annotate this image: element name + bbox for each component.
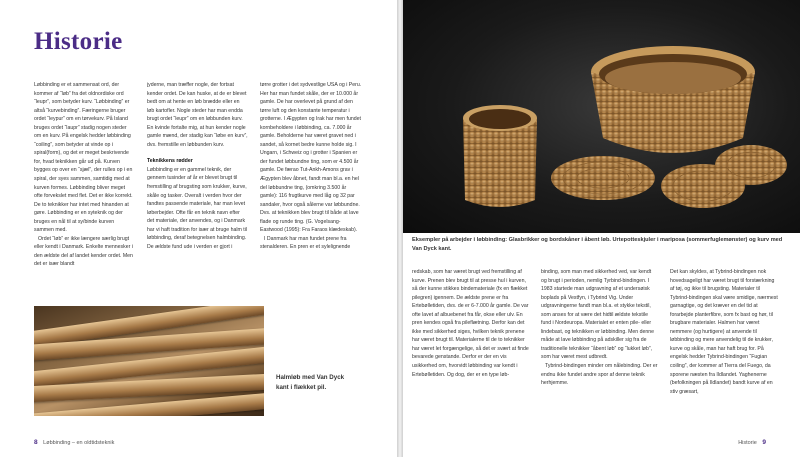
- coaster-2: [715, 145, 787, 185]
- photo-caption: Halmløb med Van Dyck kant i flækket pil.: [276, 374, 345, 391]
- photo-caption: Eksempler på arbejder i løbbinding: Glasbrikker og bordskåner i åbent løb. Urtepotteskjuler i mariposa (sommerfuglemønster) og kurv med Van Dyck kant.: [412, 237, 783, 252]
- paragraph: Løbbinding er et sammensat ord, der kommer af “løb” fra det oldnordiske ord “leupr”, som betyder kurv. “Løbbinding” er altså “kurvebinding”. Færingerne bruger ordet “leypur” om en tørvekurv. På Island bruges ordet “laupr” stadig nogen steder om en kurv. På engelsk hedder løbbinding “coiling”, som betyder at vinde op i spiral(form), og det er meget beskrivende for, hvad teknikken går ud på. Kurven bygges op over en “sjæl”, der rulles op i en spiral, der syes sammen, samtidig med at kurven formes. Løbbinding bliver meget ofte forvekslet med flet. Det er ikke korrekt. De to teknikker har intet med hinanden at gøre. Løbbinding er en syteknik og der bruges en nål til at sy/binde kurven sammen med.: [34, 82, 133, 234]
- paragraph: I Danmark har man fundet prene fra stenalderen. En pren er et sylelignende: [260, 235, 351, 251]
- table-mat-1: [551, 156, 655, 200]
- page-number: 8: [34, 439, 38, 446]
- right-page: [403, 0, 800, 457]
- paragraph: binding, som man med sikkerhed ved, var kendt og brugt i perioden, nemlig Tyrbind-bindingen. I 1983 startede man udgravning af et undersøisk boplads på Vestfyn, i Tybrind Vig. Under udgravningerne fandt man bl.a. et stykke tekstil, som anses for at være det hidtil ældste tekstile fund i Nordeuropa. Materialet er enten pile- eller lindebast, og teknikken er løbbinding. Men denne måde at lave løbbinding på adskiller sig fra de traditionelle teknikker “åbent løb” og “lukket løb”, som har været mest udbredt.: [541, 269, 655, 361]
- text-column-2: [147, 81, 248, 307]
- page-footer: [738, 439, 766, 446]
- text-column-3: [670, 268, 778, 434]
- page-footer: [34, 439, 114, 446]
- page-title: Historie: [34, 28, 123, 55]
- section-heading: Teknikkens rødder: [147, 158, 193, 165]
- baskets-photo: [403, 0, 800, 233]
- text-column-3: [260, 81, 362, 311]
- paragraph: jyderne, man træffer nogle, der fortsat kender ordet. De kan huske, at de er blevet bedt om at hente en løb brædde eller en løb kartofler. Nogle steder har man endda brugt ordet “leupr” om en løbbunden kurv. En kvinde fortalte mig, at hun kender nogle gamle mænd, der stadig kan “løbe en kurv”, dvs. fremstille en løbbunden kurv.: [147, 82, 248, 148]
- pot-holder-body: [463, 118, 537, 207]
- baskets-illustration: [403, 0, 800, 233]
- paragraph: Ordet “løb” er ikke længere særlig brugt eller kendt i Danmark. Enkelte mennesker i den ældste del af landet kender ordet. Men det er især blandt: [34, 235, 133, 268]
- running-title: Løbbinding – en oldtidsteknik: [43, 440, 115, 446]
- paragraph: Løbbinding er en gammel teknik, der gennem tusinder af år er blevet brugt til fremstilling af brugsting som krukker, kurve, skåle og tasker. Overalt i verden hvor der fandtes passende materiale, har man levet løberbejder. Ofte får en teknik navn efter det materiale, der anvendes, og i Danmark har vi haft tradition for især at bruge halm til løbbinding, deraf betegnelsen halmbinding. De ældste fund ude i verden er gjort i: [147, 166, 248, 250]
- text-column-1: [412, 268, 529, 434]
- basket-closeup-photo: [34, 306, 264, 416]
- paragraph: tørre grotter i det sydvestlige USA og i Peru. Her har man fundet skåle, der er 10.000 år gamle. De har overlevet på grund af den tørre luft og den konstante temperatur i grotterne. I Ægypten og Irak har men fundet kornbeholdere i løbbinding, ca. 7.000 år gamle. Beholderne har været gravet ned i sandet, så kornet bedre kunne holde sig. I Ungarn, i Schweiz og i grotter i Spanien er der fundet løbbundne ting, som er 4.500 år gamle. De færao Tut-Ankh-Amons grav i Ægypten blev åbnet, fandt man bl.a. en hel del løbbundne ting, (omkring 3.500 år gamle): 116 frugtkurve med låg og 32 par sandaler, hvor også sålerne var løbbundne. Dvs. at teknikken blev brugt til både at lave flade og runde ting. (G. Vogelsang-Eastwood (1995): Fra Faraos klædeskab).: [260, 82, 362, 234]
- paragraph: redskab, som har været brugt ved fremstilling af kurve. Prenen blev brugt til at presse hul i kurven, så der kunne stikkes bindemateriale (fx en flækket pilegren) igennem. De ældste prene er fra Ertebølletiden, dvs. de er 6-7.000 år gamle. De var ofte lavet af albuebenet fra får, okse eller ulv. En pren kendes også fra pileflætning. Derfor kan det ikke med sikkerhed siges, hvilken teknik prenene har været brugt til. Materialerne til de to teknikker har været let forgængelige, så det er svært at finde bevarede genstande. Derfor er der en vis usikkerhed om, hvorvidt løbbinding var kendt i Ertebølletiden. Og dog, der er en type løb-: [412, 269, 529, 378]
- left-page: [0, 0, 397, 457]
- text-column-2: [541, 268, 658, 434]
- text-column-1: [34, 81, 134, 291]
- running-title: Historie: [738, 440, 757, 446]
- paragraph: Tybrind-bindingen minder om nålebinding. Der er endnu ikke fundet andre spor af denne teknik herhjemme.: [541, 363, 658, 387]
- page-number: 9: [762, 439, 766, 446]
- paragraph: Det kan skyldes, at Tybrind-bindingen nok hovedsageligt har været brugt til forstærkning af tøj, og ikke til brugsting. Materialer til Tybrind-bindingen skal være smidige, nærmest garnagtige, og det kræver en del tid at forarbejde planterfibre, som fx bast og hør, til brugbare materialer. Halmen har været nemmere (og hurtigere) at anvende til løbbinding og mere anvendelig til de krukker, kurve og skåle, man har haft brug for. På engelsk hedder Tybrind-bindingen “Fugian coiling”, der kommer af Tierra del Fuego, da sporene næsten fra Ildlandet. Yaghenerne (befolkningen på Ildlandet) bandt kurve af en stiv græsart,: [670, 269, 778, 395]
